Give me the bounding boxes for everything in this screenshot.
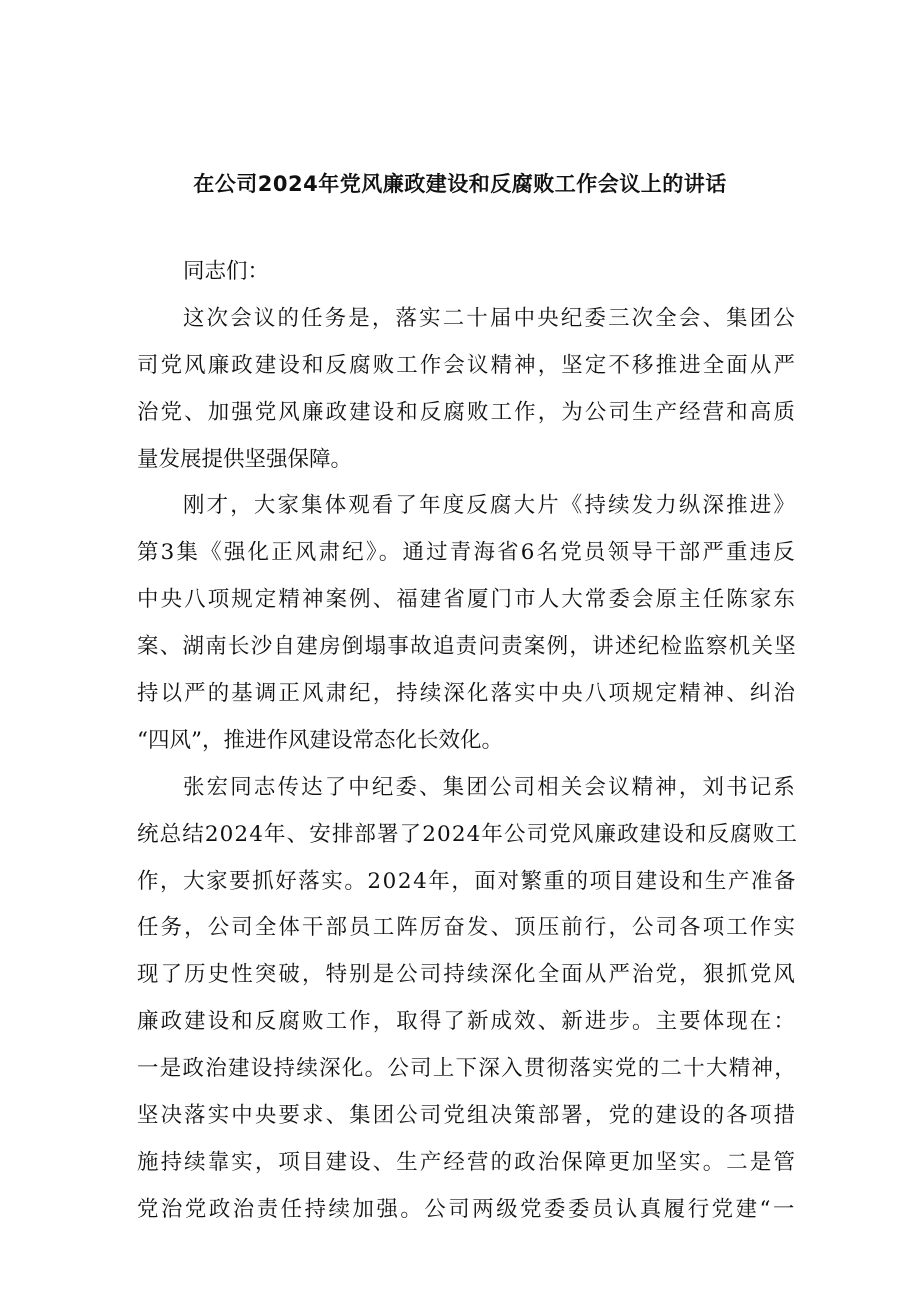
paragraph-line: 刚才，大家集体观看了年度反腐大片《持续发力纵深推进》 [183, 493, 797, 519]
paragraph-line: 任务，公司全体干部员工阵厉奋发、顶压前行，公司各项工作实 [137, 915, 798, 941]
paragraph-3 [137, 772, 797, 1241]
salutation [137, 256, 797, 303]
paragraph-2 [137, 490, 797, 771]
paragraph-line: 司党风廉政建设和反腐败工作会议精神，坚定不移推进全面从严 [137, 352, 798, 378]
document-body [137, 256, 797, 1241]
salutation-text: 同志们： [183, 259, 270, 284]
paragraph-line: 案、湖南长沙自建房倒塌事故追责问责案例，讲述纪检监察机关坚 [137, 634, 798, 660]
paragraph-line: 廉政建设和反腐败工作，取得了新成效、新进步。主要体现在： [137, 1009, 798, 1035]
paragraph-line: 持以严的基调正风肃纪，持续深化落实中央八项规定精神、纠治 [137, 681, 798, 707]
paragraph-line: 中央八项规定精神案例、福建省厦门市人大常委会原主任陈家东 [137, 587, 798, 613]
paragraph-line: 一是政治建设持续深化。公司上下深入贯彻落实党的二十大精神， [137, 1056, 798, 1082]
paragraph-1 [137, 303, 797, 491]
paragraph-line: 统总结2024年、安排部署了2024年公司党风廉政建设和反腐败工 [137, 821, 798, 847]
paragraph-line: 作，大家要抓好落实。2024年，面对繁重的项目建设和生产准备 [137, 868, 797, 894]
paragraph-line: 党治党政治责任持续加强。公司两级党委委员认真履行党建“一 [137, 1196, 797, 1222]
paragraph-line: 施持续靠实，项目建设、生产经营的政治保障更加坚实。二是管 [137, 1149, 798, 1175]
paragraph-line: 现了历史性突破，特别是公司持续深化全面从严治党，狠抓党风 [137, 962, 798, 988]
paragraph-line: 张宏同志传达了中纪委、集团公司相关会议精神，刘书记系 [183, 774, 797, 800]
paragraph-line: “四风”，推进作风建设常态化长效化。 [137, 727, 503, 753]
document-title: 在公司2024年党风廉政建设和反腐败工作会议上的讲话 [193, 172, 727, 196]
paragraph-line: 这次会议的任务是，落实二十届中央纪委三次全会、集团公 [183, 305, 797, 331]
paragraph-line: 坚决落实中央要求、集团公司党组决策部署，党的建设的各项措 [137, 1103, 798, 1129]
paragraph-line: 治党、加强党风廉政建设和反腐败工作，为公司生产经营和高质 [137, 399, 798, 425]
paragraph-line: 量发展提供坚强保障。 [137, 446, 353, 472]
paragraph-line: 第3集《强化正风肃纪》。通过青海省6名党员领导干部严重违反 [137, 540, 797, 566]
